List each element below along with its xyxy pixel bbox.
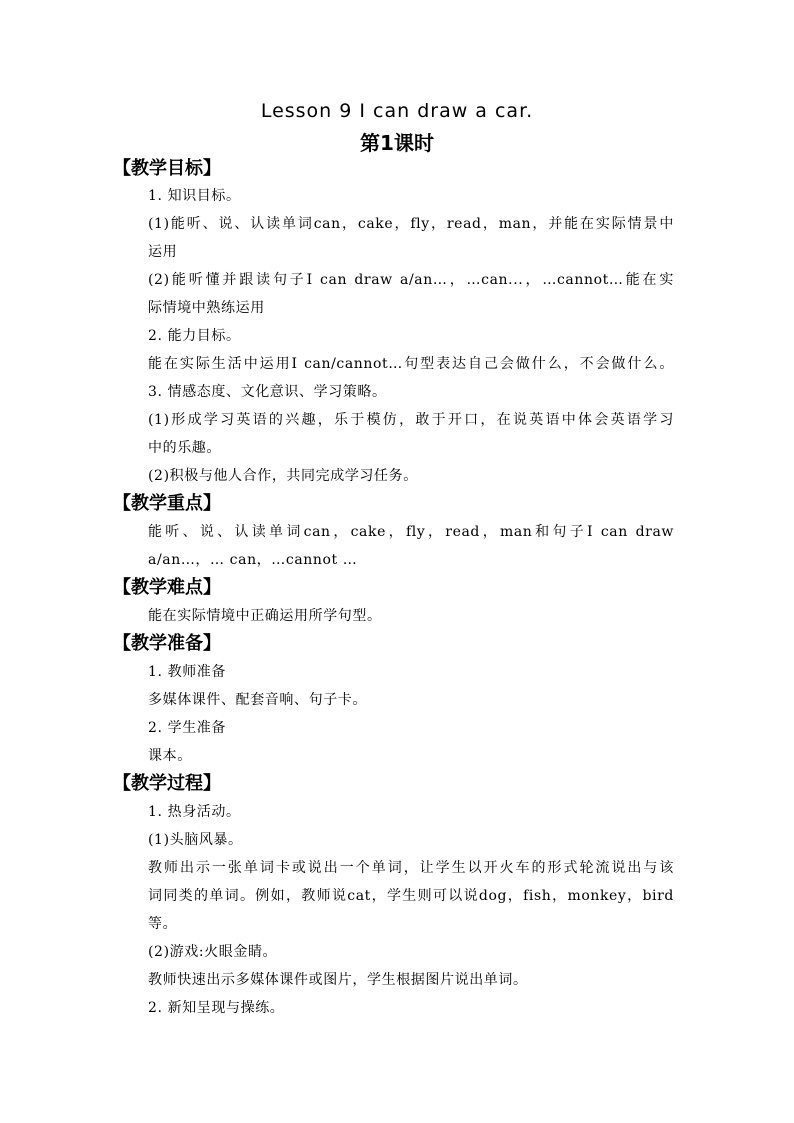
section-heading-goals: 【教学目标】 (113, 158, 221, 179)
prep-line-3: 2. 学生准备 (148, 720, 227, 736)
lesson-period: 第1课时 (360, 131, 434, 155)
section-heading-prep: 【教学准备】 (113, 633, 221, 654)
goals-line-10: 中的乐趣。 (148, 440, 221, 456)
goals-line-8: 3. 情感态度、文化意识、学习策略。 (148, 384, 387, 400)
difficult-line-1: 能在实际情境中正确运用所学句型。 (148, 608, 382, 624)
process-line-2: (1)头脑风暴。 (148, 832, 243, 848)
process-line-3: 教师出示一张单词卡或说出一个单词，让学生以开火车的形式轮流说出与该 (148, 860, 674, 876)
key-line-2: a/an…，… can，…cannot … (148, 552, 358, 568)
section-heading-difficult: 【教学难点】 (113, 577, 221, 598)
key-line-1: 能听、说、认读单词can，cake，fly，read，man和句子I can draw (148, 524, 674, 540)
lesson-title: Lesson 9 I can draw a car. (260, 100, 534, 122)
goals-line-2: (1)能听、说、认读单词can，cake，fly，read，man，并能在实际情景中 (148, 216, 674, 232)
prep-line-2: 多媒体课件、配套音响、句子卡。 (148, 692, 367, 708)
prep-line-1: 1. 教师准备 (148, 664, 227, 680)
goals-line-7: 能在实际生活中运用I can/cannot…句型表达自己会做什么，不会做什么。 (148, 356, 674, 372)
section-heading-process: 【教学过程】 (113, 773, 221, 794)
goals-line-3: 运用 (148, 244, 178, 260)
process-line-5: 等。 (148, 916, 178, 932)
goals-line-5: 际情境中熟练运用 (148, 300, 265, 316)
process-line-8: 2. 新知呈现与操练。 (148, 1000, 285, 1016)
goals-line-6: 2. 能力目标。 (148, 328, 241, 344)
process-line-4: 词同类的单词。例如，教师说cat，学生则可以说dog，fish，monkey，bird (148, 888, 674, 904)
process-line-7: 教师快速出示多媒体课件或图片，学生根据图片说出单词。 (148, 972, 528, 988)
goals-line-1: 1. 知识目标。 (148, 188, 241, 204)
process-line-6: (2)游戏:火眼金睛。 (148, 944, 278, 960)
prep-line-4: 课本。 (148, 748, 192, 764)
process-line-1: 1. 热身活动。 (148, 804, 241, 820)
goals-line-9: (1)形成学习英语的兴趣，乐于模仿，敢于开口，在说英语中体会英语学习 (148, 412, 674, 428)
goals-line-4: (2)能听懂并跟读句子I can draw a/an…，…can...，…cannot…能在实 (148, 272, 674, 288)
section-heading-key: 【教学重点】 (113, 493, 221, 514)
goals-line-11: (2)积极与他人合作，共同完成学习任务。 (148, 468, 418, 484)
